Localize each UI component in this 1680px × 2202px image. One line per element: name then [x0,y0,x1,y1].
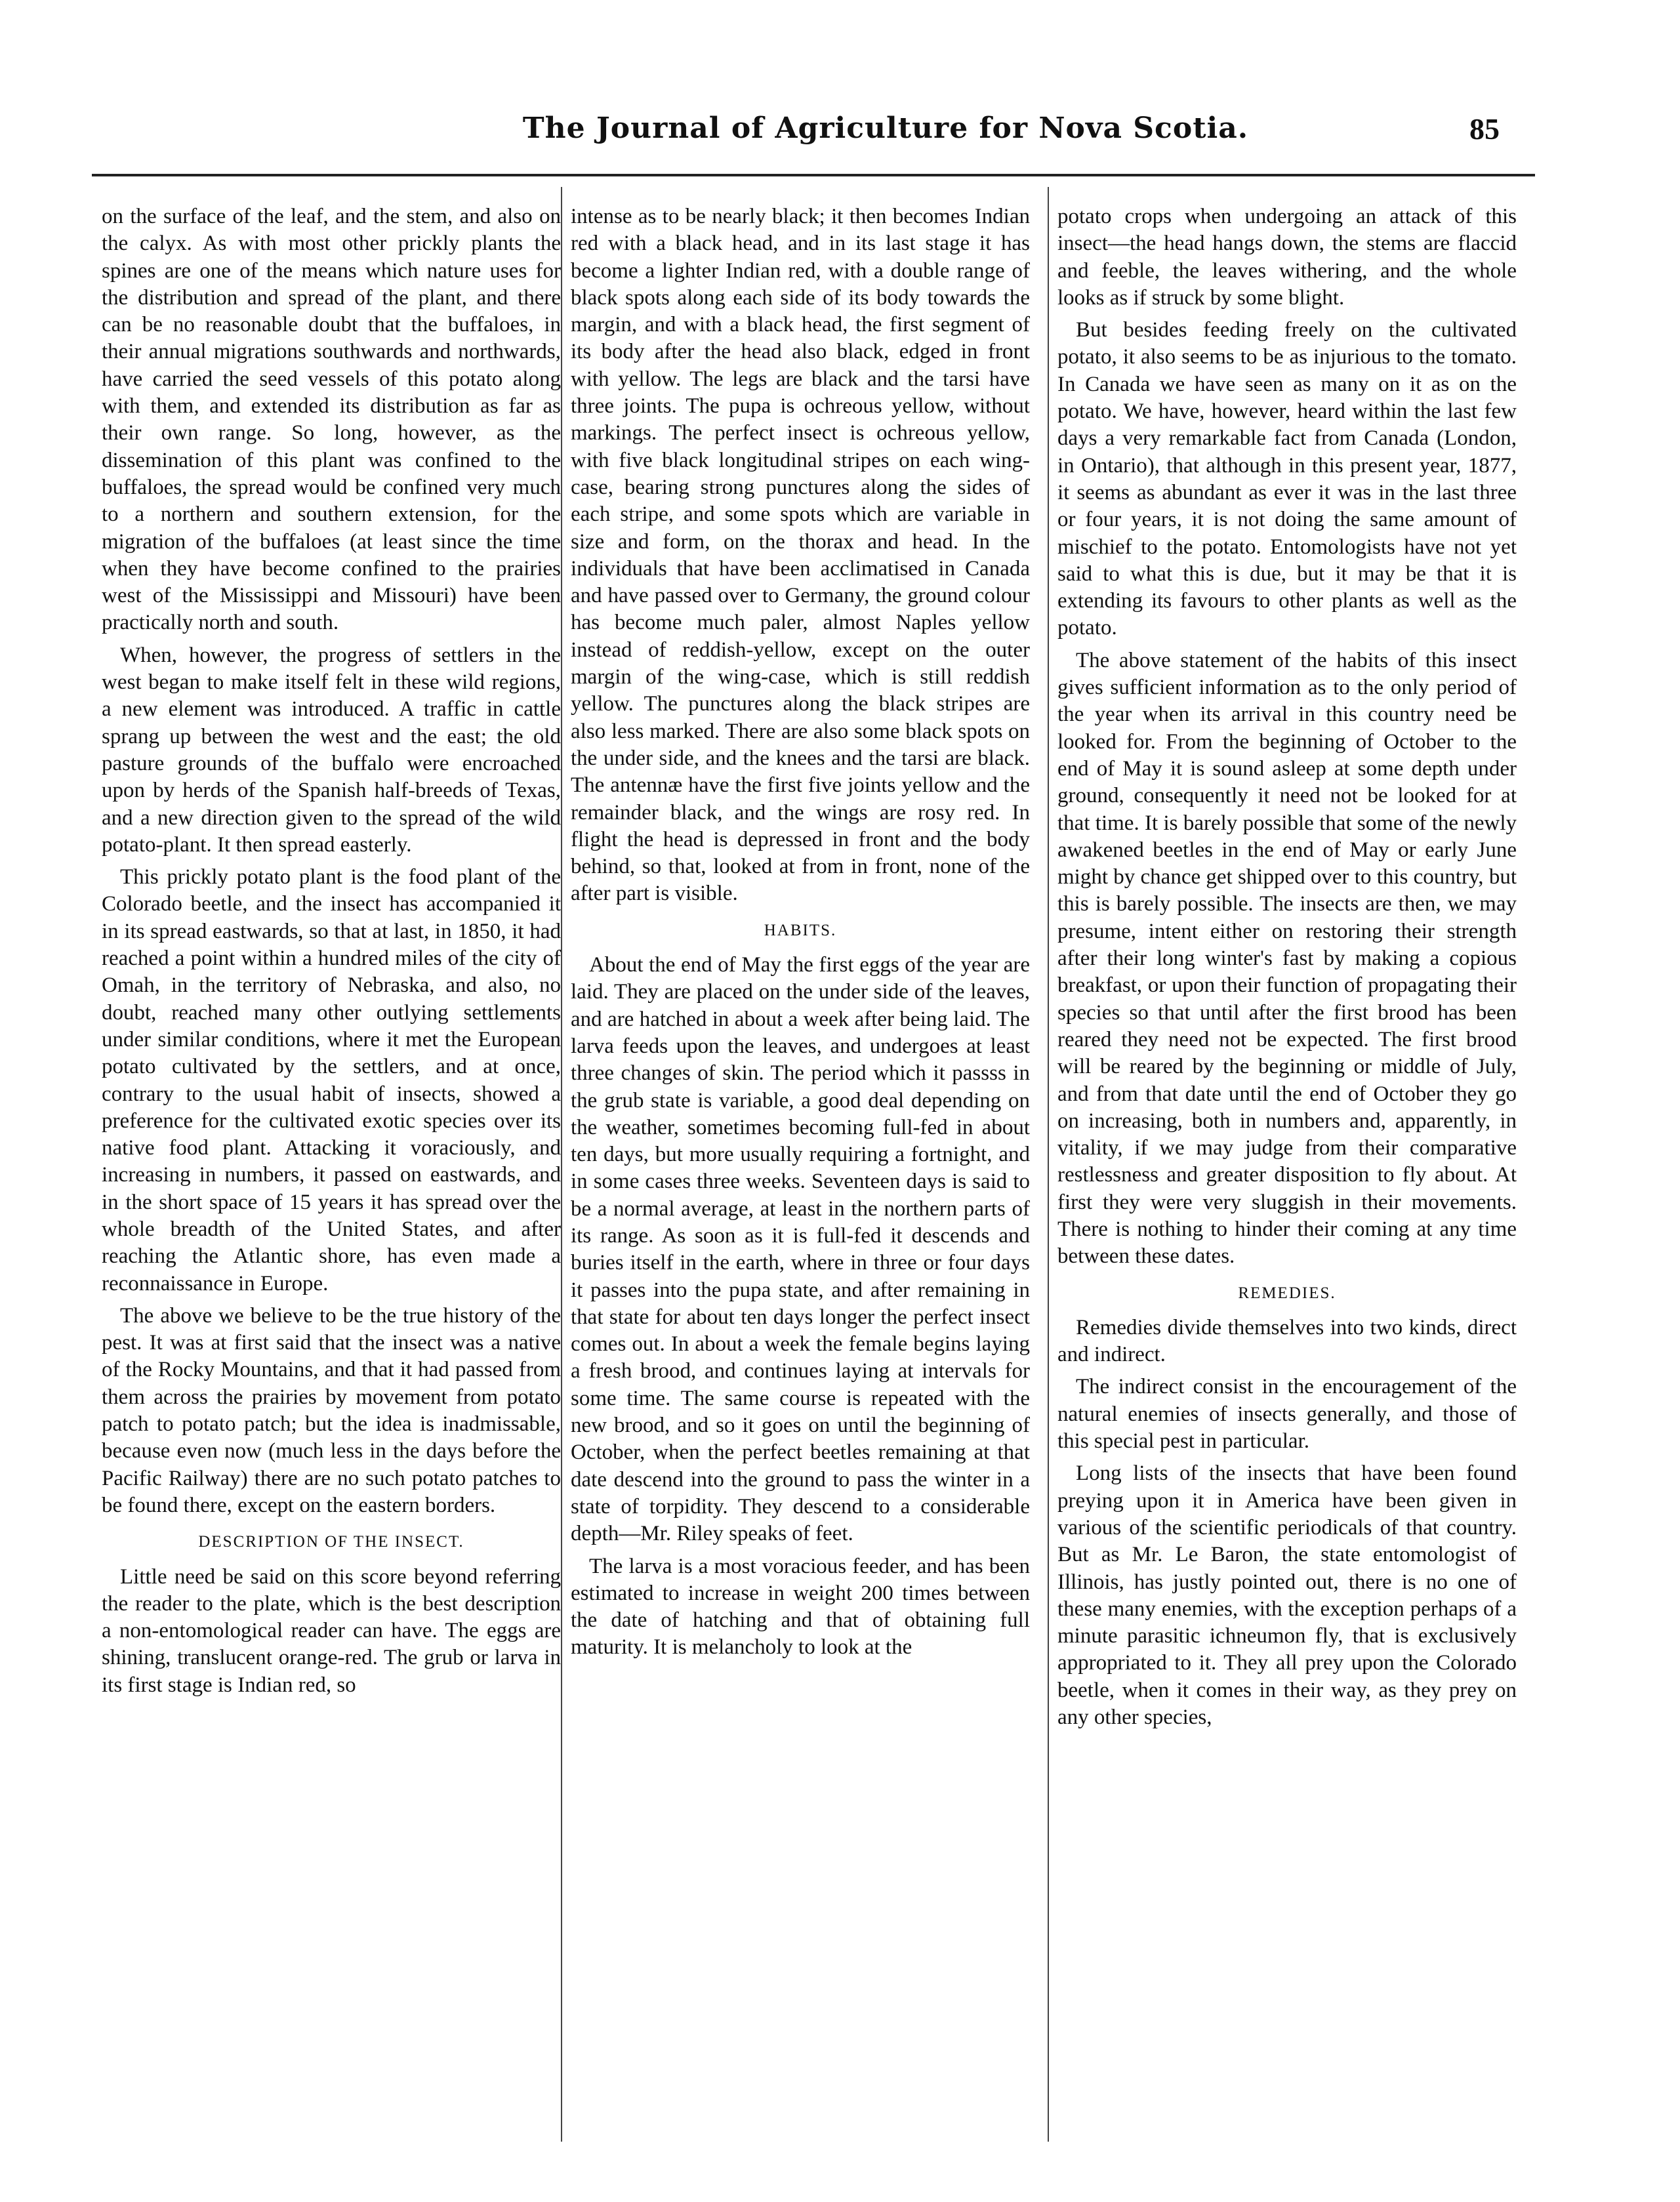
paragraph: But besides feeding freely on the cultivated potato, it also seems to be as injurious to the tomato. In Canada we have seen as many on it as on the potato. We have, however, heard within the last few days a very remarkable fact from Canada (London, in Ontario), that although in this present year, 1877, it seems as abundant as ever it was in the last three or four years, it is not doing the same amount of mischief to the potato. Entomologists have not yet said to what this is due, but it may be that it is extending its favours to other plants as well as the potato. [1057,318,1517,640]
column-divider-1 [561,187,562,2142]
header-rule [92,174,1535,176]
paragraph: The above we believe to be the true history of the pest. It was at first said that the insect was a native of the Rocky Mountains, and that it had passed from them across the prairies by movement from potato patch to potato patch; but the idea is inadmissable, because even now (much less in the days before the Pacific Railway) there are no such potato patches to be found there, except on the eastern borders. [102,1303,561,1517]
paragraph: The above statement of the habits of this insect gives sufficient information as to the only period of the year when its arrival in this country need be looked for. From the beginning of October to the end of May it is sound asleep at some depth under ground, consequently it need not be looked for at that time. It is barely possible that some of the newly awakened beetles in the end of May or early June might by chance get shipped over to this country, but this is barely possible. The insects are then, we may presume, intent either on restoring their strength after their long winter's fast by making a copious breakfast, or upon their function of propagating their species so that until after the first brood has been reared they need not be expected. The first brood will be reared by the beginning or middle of July, and from that date until the end of October they go on increasing, both in numbers and, apparently, in vitality, if we may judge from their comparative restlessness and greater disposition to fly about. At first they were very sluggish in their movements. There is nothing to hinder their coming at any time between these dates. [1057,648,1517,1269]
page-header [0,112,1680,164]
column-1 [102,203,561,1704]
paragraph: on the surface of the leaf, and the stem, and also on the calyx. As with most other prickly plants the spines are one of the means which nature uses for the distribution and spread of the plant, and there can be no reasonable doubt that the buffaloes, in their annual migrations southwards and northwards, have carried the seed vessels of this potato along with them, and extended its distribution as far as their own range. So long, however, as the dissemination of this plant was confined to the buffaloes, the spread would be confined very much to a northern and southern extension, for the migration of the buffaloes (at least since the time when they have become confined to the prairies west of the Mississippi and Missouri) have been practically north and south. [102,205,561,635]
paragraph: When, however, the progress of settlers in the west began to make itself felt in these wild regions, a new element was introduced. A traffic in cattle sprang up between the west and the east; the old pasture grounds of the buffalo were encroached upon by herds of the Spanish half-breeds of Texas, and a new direction given to the spread of the wild potato-plant. It then spread easterly. [102,643,561,857]
section-heading-description: DESCRIPTION OF THE INSECT. [198,1533,464,1551]
page-number: 85 [1469,112,1500,146]
journal-title: The Journal of Agriculture for Nova Scotia. [522,112,1249,145]
paragraph: Long lists of the insects that have been found preying upon it in America have been given in various of the scientific periodicals of that country. But as Mr. Le Baron, the state entomologist of Illinois, has justly pointed out, there is no one of these many enemies, with the exception perhaps of a minute parasitic ichneumon fly, that is exclusively appropriated to it. They all prey upon the Colorado beetle, when it comes in their way, as they prey on any other species, [1057,1461,1517,1730]
paragraph: potato crops when undergoing an attack of this insect—the head hangs down, the stems are flaccid and feeble, the leaves withering, and the whole looks as if struck by some blight. [1057,205,1517,310]
paragraph: The larva is a most voracious feeder, and has been estimated to increase in weight 200 times between the date of hatching and that of obtaining full maturity. It is melancholy to look at the [571,1554,1030,1660]
paragraph: This prickly potato plant is the food plant of the Colorado beetle, and the insect has accompanied it in its spread eastwards, so that at last, in 1850, it had reached a point within a hundred miles of the city of Omah, in the territory of Nebraska, and also, no doubt, reached many other outlying settlements under similar conditions, where it met the European potato cultivated by the settlers, and at once, contrary to the usual habit of insects, showed a preference for the cultivated exotic species over its native food plant. Attacking it voraciously, and increasing in numbers, it passed on eastwards, and in the short space of 15 years it has spread over the whole breadth of the United States, and after reaching the Atlantic shore, has even made a reconnaissance in Europe. [102,865,561,1295]
paragraph: About the end of May the first eggs of the year are laid. They are placed on the under side of the leaves, and are hatched in about a week after being laid. The larva feeds upon the leaves, and undergoes at least three changes of skin. The period which it passss in the grub state is variable, a good deal depending on the weather, sometimes becoming full-fed in about ten days, but more usually requiring a fortnight, and in some cases three weeks. Seventeen days is said to be a normal average, at least in the northern parts of its range. As soon as it is full-fed it descends and buries itself in the earth, where in three or four days it passes into the pupa state, and after remaining in that state for about ten days longer the perfect insect comes out. In about a week the female begins laying a fresh brood, and continues laying at intervals for some time. The same course is repeated with the new brood, and so it goes on until the beginning of October, when the perfect beetles remaining at that date descend into the ground to pass the winter in a state of torpidity. They descend to a considerable depth—Mr. Riley speaks of feet. [571,953,1030,1546]
section-heading-remedies: REMEDIES. [1238,1284,1336,1302]
paragraph: Little need be said on this score beyond referring the reader to the plate, which is the best description a non-entomological reader can have. The eggs are shining, translucent orange-red. The grub or larva in its first stage is Indian red, so [102,1564,561,1697]
paragraph: The indirect consist in the encouragement of the natural enemies of insects generally, and those of this special pest in particular. [1057,1375,1517,1454]
column-divider-2 [1048,187,1049,2142]
column-2 [571,203,1030,1667]
paragraph: Remedies divide themselves into two kinds, direct and indirect. [1057,1315,1517,1367]
column-3 [1057,203,1517,1736]
section-heading-habits: HABITS. [764,921,837,939]
paragraph: intense as to be nearly black; it then becomes Indian red with a black head, and in its last stage it has become a lighter Indian red, with a double range of black spots along each side of its body towards the margin, and with a black head, the first segment of its body after the head also black, edged in front with yellow. The legs are black and the tarsi have three joints. The pupa is ochreous yellow, without markings. The perfect insect is ochreous yellow, with five black longitudinal stripes on each wing-case, bearing strong punctures along the sides of each stripe, and some spots which are variable in size and form, on the thorax and head. In the individuals that have been acclimatised in Canada and have passed over to Germany, the ground colour has become much paler, almost Naples yellow instead of reddish-yellow, except on the outer margin of the wing-case, which is still reddish yellow. The punctures along the black stripes are also less marked. There are also some black spots on the under side, and the knees and the tarsi are black. The antennæ have the first five joints yellow and the remainder black, and the wings are rosy red. In flight the head is depressed in front and the body behind, so that, looked at from in front, none of the after part is visible. [571,205,1030,906]
